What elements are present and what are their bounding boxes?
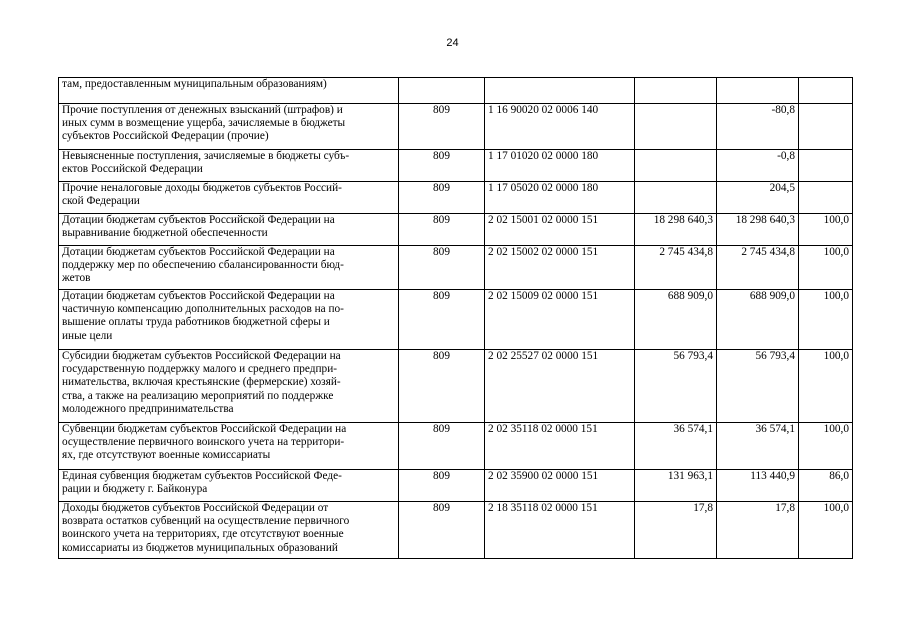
planned-amount-cell: 56 793,4 xyxy=(635,350,717,423)
revenue-name-line: вышение оплаты труда работников бюджетной сферы и xyxy=(62,316,330,329)
budget-classification-code-cell: 2 02 25527 02 0000 151 xyxy=(485,350,635,423)
revenue-name-line: Дотации бюджетам субъектов Российской Федерации на xyxy=(62,214,335,226)
budget-classification-code-cell: 2 02 35118 02 0000 151 xyxy=(485,423,635,470)
planned-amount-cell xyxy=(635,78,717,104)
table-row xyxy=(59,78,853,104)
actual-amount-cell: 36 574,1 xyxy=(717,423,799,470)
revenue-name-line: Прочие поступления от денежных взысканий (штрафов) и xyxy=(62,104,343,116)
execution-percent-cell: 86,0 xyxy=(799,470,853,502)
revenue-name-line: выравнивание бюджетной обеспеченности xyxy=(62,227,268,240)
admin-code-cell: 809 xyxy=(399,350,485,423)
table-row xyxy=(59,502,853,559)
execution-percent-cell: 100,0 xyxy=(799,423,853,470)
revenue-name-line: нимательства, включая крестьянские (фермерские) хозяй- xyxy=(62,376,341,389)
revenue-name-line: ях, где отсутствуют военные комиссариаты xyxy=(62,449,271,462)
page-number: 24 xyxy=(446,37,459,49)
budget-classification-code-cell xyxy=(485,78,635,104)
planned-amount-cell: 18 298 640,3 xyxy=(635,214,717,246)
admin-code-cell: 809 xyxy=(399,423,485,470)
table-row xyxy=(59,290,853,350)
execution-percent-cell: 100,0 xyxy=(799,290,853,350)
execution-percent-cell: 100,0 xyxy=(799,502,853,559)
revenue-name-line: Прочие неналоговые доходы бюджетов субъектов Россий- xyxy=(62,182,342,194)
revenue-name-cell xyxy=(59,104,399,150)
revenue-name-cell xyxy=(59,150,399,182)
execution-percent-cell xyxy=(799,150,853,182)
actual-amount-cell: -0,8 xyxy=(717,150,799,182)
budget-classification-code-cell: 2 18 35118 02 0000 151 xyxy=(485,502,635,559)
revenue-name-line: осуществление первичного воинского учета на территори- xyxy=(62,436,345,449)
planned-amount-cell xyxy=(635,150,717,182)
planned-amount-cell xyxy=(635,104,717,150)
budget-classification-code-cell: 1 16 90020 02 0006 140 xyxy=(485,104,635,150)
actual-amount-cell xyxy=(717,78,799,104)
budget-classification-code-cell: 1 17 01020 02 0000 180 xyxy=(485,150,635,182)
admin-code-cell: 809 xyxy=(399,150,485,182)
admin-code-cell xyxy=(399,78,485,104)
revenue-name-cell xyxy=(59,182,399,214)
admin-code-cell: 809 xyxy=(399,214,485,246)
revenue-name-line: ектов Российской Федерации xyxy=(62,163,203,176)
revenue-name-line: жетов xyxy=(62,272,91,285)
actual-amount-cell: 18 298 640,3 xyxy=(717,214,799,246)
actual-amount-cell: -80,8 xyxy=(717,104,799,150)
table-row xyxy=(59,423,853,470)
revenue-name-line: Доходы бюджетов субъектов Российской Федерации от xyxy=(62,502,329,514)
revenue-name-cell xyxy=(59,423,399,470)
table-row xyxy=(59,214,853,246)
revenue-name-line: воинского учета на территориях, где отсутствуют военные xyxy=(62,528,344,541)
budget-classification-code-cell: 2 02 15001 02 0000 151 xyxy=(485,214,635,246)
execution-percent-cell: 100,0 xyxy=(799,214,853,246)
actual-amount-cell: 204,5 xyxy=(717,182,799,214)
revenue-name-line: Субсидии бюджетам субъектов Российской Федерации на xyxy=(62,350,341,362)
revenue-name-cell xyxy=(59,78,399,104)
table-row xyxy=(59,104,853,150)
revenue-name-line: комиссариаты из бюджетов муниципальных образований xyxy=(62,541,338,554)
admin-code-cell: 809 xyxy=(399,182,485,214)
planned-amount-cell: 36 574,1 xyxy=(635,423,717,470)
admin-code-cell: 809 xyxy=(399,502,485,559)
revenue-name-line: субъектов Российской Федерации (прочие) xyxy=(62,130,269,143)
planned-amount-cell: 17,8 xyxy=(635,502,717,559)
revenue-name-cell xyxy=(59,214,399,246)
actual-amount-cell: 56 793,4 xyxy=(717,350,799,423)
revenue-name-line: Дотации бюджетам субъектов Российской Федерации на xyxy=(62,246,335,258)
revenue-name-line: поддержку мер по обеспечению сбалансированности бюд- xyxy=(62,259,344,272)
actual-amount-cell: 2 745 434,8 xyxy=(717,246,799,290)
revenue-name-line: иных сумм в возмещение ущерба, зачисляемые в бюджеты xyxy=(62,117,346,130)
revenue-name-line: молодежного предпринимательства xyxy=(62,402,234,415)
execution-percent-cell xyxy=(799,182,853,214)
planned-amount-cell: 131 963,1 xyxy=(635,470,717,502)
actual-amount-cell: 688 909,0 xyxy=(717,290,799,350)
revenue-name-line: ской Федерации xyxy=(62,195,140,208)
revenue-name-line: ства, а также на реализацию мероприятий по поддержке xyxy=(62,389,334,402)
budget-classification-code-cell: 2 02 35900 02 0000 151 xyxy=(485,470,635,502)
revenue-name-cell xyxy=(59,470,399,502)
revenue-name-line: там, предоставленным муниципальным образованиям) xyxy=(62,78,327,90)
table-row xyxy=(59,350,853,423)
admin-code-cell: 809 xyxy=(399,290,485,350)
table-row xyxy=(59,246,853,290)
revenue-name-cell xyxy=(59,246,399,290)
revenue-table xyxy=(58,77,853,559)
revenue-name-line: Невыясненные поступления, зачисляемые в бюджеты субъ- xyxy=(62,150,350,162)
revenue-name-line: возврата остатков субвенций на осуществление первичного xyxy=(62,515,350,528)
table-row xyxy=(59,150,853,182)
budget-classification-code-cell: 1 17 05020 02 0000 180 xyxy=(485,182,635,214)
table-row xyxy=(59,182,853,214)
budget-classification-code-cell: 2 02 15009 02 0000 151 xyxy=(485,290,635,350)
budget-classification-code-cell: 2 02 15002 02 0000 151 xyxy=(485,246,635,290)
revenue-name-line: Единая субвенция бюджетам субъектов Российской Феде- xyxy=(62,470,342,482)
execution-percent-cell xyxy=(799,104,853,150)
planned-amount-cell: 688 909,0 xyxy=(635,290,717,350)
table-row xyxy=(59,470,853,502)
revenue-name-line: Субвенции бюджетам субъектов Российской Федерации на xyxy=(62,423,347,435)
admin-code-cell: 809 xyxy=(399,246,485,290)
revenue-name-line: государственную поддержку малого и среднего предпри- xyxy=(62,363,337,376)
execution-percent-cell xyxy=(799,78,853,104)
revenue-name-line: рации и бюджету г. Байконура xyxy=(62,483,208,496)
revenue-name-cell xyxy=(59,350,399,423)
admin-code-cell: 809 xyxy=(399,470,485,502)
revenue-name-cell xyxy=(59,290,399,350)
execution-percent-cell: 100,0 xyxy=(799,246,853,290)
admin-code-cell: 809 xyxy=(399,104,485,150)
revenue-name-line: частичную компенсацию дополнительных расходов на по- xyxy=(62,303,344,316)
revenue-name-line: иные цели xyxy=(62,329,113,342)
planned-amount-cell xyxy=(635,182,717,214)
actual-amount-cell: 17,8 xyxy=(717,502,799,559)
table-body xyxy=(59,78,853,559)
execution-percent-cell: 100,0 xyxy=(799,350,853,423)
actual-amount-cell: 113 440,9 xyxy=(717,470,799,502)
revenue-name-line: Дотации бюджетам субъектов Российской Федерации на xyxy=(62,290,335,302)
revenue-name-cell xyxy=(59,502,399,559)
planned-amount-cell: 2 745 434,8 xyxy=(635,246,717,290)
